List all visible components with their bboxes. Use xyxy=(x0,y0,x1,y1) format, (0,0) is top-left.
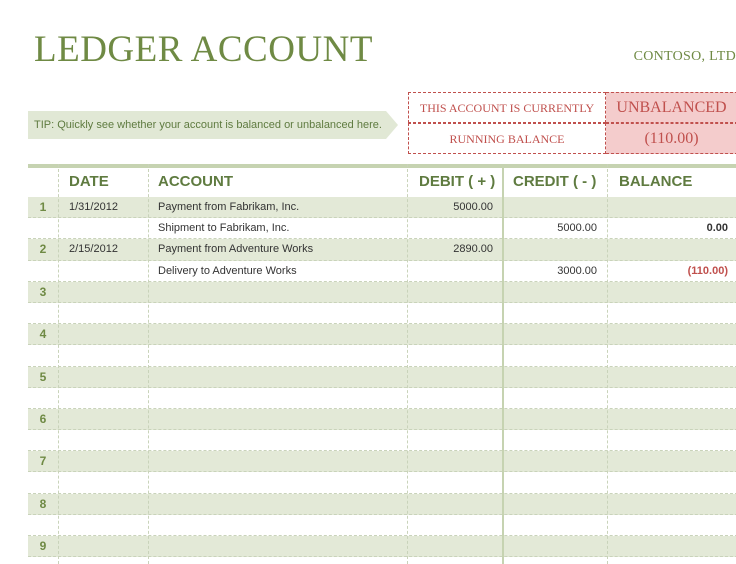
table-row xyxy=(28,261,736,282)
debit-cell[interactable] xyxy=(407,451,503,471)
debit-cell[interactable] xyxy=(407,345,503,365)
table-row xyxy=(28,430,736,451)
row-number[interactable]: 6 xyxy=(39,411,47,426)
row-number[interactable] xyxy=(28,261,58,281)
balance-cell[interactable] xyxy=(607,367,736,387)
row-number[interactable] xyxy=(28,515,58,535)
account-cell[interactable]: Delivery to Adventure Works xyxy=(158,264,297,277)
date-cell[interactable] xyxy=(58,303,148,323)
debit-cell[interactable] xyxy=(407,303,503,323)
balance-cell[interactable] xyxy=(607,494,736,514)
account-cell[interactable] xyxy=(148,388,407,408)
ledger-body xyxy=(28,197,736,557)
date-cell[interactable] xyxy=(58,494,148,514)
date-cell[interactable] xyxy=(58,367,148,387)
ledger-table xyxy=(28,164,736,557)
credit-cell[interactable] xyxy=(503,282,607,302)
credit-cell[interactable]: 5000.00 xyxy=(557,222,597,235)
debit-cell[interactable] xyxy=(407,367,503,387)
account-cell[interactable] xyxy=(148,515,407,535)
row-number[interactable]: 4 xyxy=(39,327,47,342)
balance-cell[interactable] xyxy=(607,197,736,217)
credit-cell[interactable] xyxy=(503,367,607,387)
balance-cell[interactable]: 0.00 xyxy=(706,222,728,235)
date-cell[interactable] xyxy=(58,409,148,429)
header-account[interactable]: ACCOUNT xyxy=(158,173,233,190)
date-cell[interactable] xyxy=(58,324,148,344)
header-credit[interactable]: CREDIT ( - ) xyxy=(513,173,597,190)
current-status-value[interactable]: UNBALANCED xyxy=(606,92,736,123)
table-row xyxy=(28,282,736,303)
table-row xyxy=(28,494,736,515)
row-number[interactable]: 1 xyxy=(39,200,47,214)
date-cell[interactable] xyxy=(58,261,148,281)
row-number[interactable]: 5 xyxy=(39,369,47,384)
row-number[interactable]: 7 xyxy=(39,454,47,469)
credit-cell[interactable] xyxy=(503,472,607,492)
row-number[interactable]: 9 xyxy=(39,539,47,553)
row-number[interactable] xyxy=(28,345,58,365)
debit-cell[interactable] xyxy=(407,282,503,302)
header-balance[interactable]: BALANCE xyxy=(619,173,693,190)
running-balance-row xyxy=(408,123,736,154)
table-row xyxy=(28,367,736,388)
table-row xyxy=(28,303,736,324)
row-number[interactable]: 3 xyxy=(39,284,47,299)
column-divider xyxy=(607,164,608,564)
debit-cell[interactable] xyxy=(407,515,503,535)
balance-cell[interactable] xyxy=(607,303,736,323)
row-number[interactable]: 2 xyxy=(39,242,47,257)
credit-cell[interactable] xyxy=(503,430,607,450)
balance-cell[interactable] xyxy=(607,515,736,535)
credit-cell[interactable] xyxy=(503,197,607,217)
balance-cell[interactable] xyxy=(607,451,736,471)
balance-cell[interactable] xyxy=(607,324,736,344)
account-cell[interactable] xyxy=(148,451,407,471)
account-cell[interactable] xyxy=(148,536,407,556)
account-status-panel xyxy=(408,92,736,156)
account-cell[interactable] xyxy=(148,367,407,387)
credit-cell[interactable] xyxy=(503,515,607,535)
account-cell[interactable]: Payment from Fabrikam, Inc. xyxy=(158,201,300,213)
account-cell[interactable] xyxy=(148,345,407,365)
debit-cell[interactable] xyxy=(407,218,503,238)
table-row xyxy=(28,239,736,260)
row-number[interactable]: 8 xyxy=(39,496,47,511)
balance-cell[interactable] xyxy=(607,472,736,492)
debit-cell[interactable] xyxy=(407,409,503,429)
table-row xyxy=(28,472,736,493)
debit-cell[interactable] xyxy=(407,324,503,344)
credit-cell[interactable] xyxy=(503,536,607,556)
debit-cell[interactable] xyxy=(407,430,503,450)
account-cell[interactable] xyxy=(148,303,407,323)
credit-cell[interactable] xyxy=(503,494,607,514)
date-cell[interactable] xyxy=(58,345,148,365)
debit-cell[interactable]: 2890.00 xyxy=(453,243,493,256)
debit-cell[interactable] xyxy=(407,494,503,514)
debit-cell[interactable] xyxy=(407,472,503,492)
date-cell[interactable] xyxy=(58,451,148,471)
table-row xyxy=(28,324,736,345)
table-row xyxy=(28,409,736,430)
account-cell[interactable] xyxy=(148,409,407,429)
current-status-label: THIS ACCOUNT IS CURRENTLY xyxy=(408,92,606,123)
table-row xyxy=(28,218,736,239)
header-rownum xyxy=(28,168,58,197)
date-cell[interactable]: 2/15/2012 xyxy=(69,243,118,256)
balance-cell[interactable] xyxy=(607,388,736,408)
table-row xyxy=(28,197,736,218)
balance-cell[interactable] xyxy=(607,409,736,429)
debit-cell[interactable] xyxy=(407,261,503,281)
credit-cell[interactable] xyxy=(503,324,607,344)
date-cell[interactable] xyxy=(58,515,148,535)
table-row xyxy=(28,345,736,366)
date-cell[interactable] xyxy=(58,430,148,450)
page-title: LEDGER ACCOUNT xyxy=(34,29,373,70)
balance-cell[interactable] xyxy=(607,282,736,302)
credit-cell[interactable] xyxy=(503,239,607,259)
column-divider xyxy=(58,164,59,564)
account-cell[interactable] xyxy=(148,494,407,514)
account-cell[interactable]: Shipment to Fabrikam, Inc. xyxy=(158,222,290,235)
credit-cell[interactable] xyxy=(503,303,607,323)
tip-banner: TIP: Quickly see whether your account is balanced or unbalanced here. xyxy=(28,111,386,139)
credit-cell[interactable] xyxy=(503,388,607,408)
row-number[interactable] xyxy=(28,303,58,323)
table-row xyxy=(28,536,736,557)
date-cell[interactable] xyxy=(58,472,148,492)
table-row xyxy=(28,451,736,472)
column-divider xyxy=(148,164,149,564)
debit-cell[interactable]: 5000.00 xyxy=(453,201,493,213)
current-status-row xyxy=(408,92,736,123)
account-cell[interactable] xyxy=(148,430,407,450)
credit-cell[interactable] xyxy=(503,345,607,365)
row-number[interactable] xyxy=(28,430,58,450)
balance-cell[interactable] xyxy=(607,345,736,365)
credit-cell[interactable] xyxy=(503,409,607,429)
running-balance-label: RUNNING BALANCE xyxy=(408,123,606,154)
table-row xyxy=(28,388,736,409)
account-cell[interactable] xyxy=(148,324,407,344)
row-number[interactable] xyxy=(28,218,58,238)
account-cell[interactable]: Payment from Adventure Works xyxy=(158,243,314,256)
account-cell[interactable] xyxy=(148,282,407,302)
date-cell[interactable] xyxy=(58,388,148,408)
date-cell[interactable] xyxy=(58,536,148,556)
column-divider xyxy=(407,164,408,564)
running-balance-value[interactable]: (110.00) xyxy=(606,123,736,154)
table-row xyxy=(28,515,736,536)
company-name: CONTOSO, LTD xyxy=(633,49,736,64)
credit-cell[interactable] xyxy=(503,451,607,471)
debit-cell[interactable] xyxy=(407,536,503,556)
credit-cell[interactable]: 3000.00 xyxy=(557,264,597,277)
header-date[interactable]: DATE xyxy=(69,173,109,190)
tip-arrow xyxy=(386,111,398,139)
date-cell[interactable]: 1/31/2012 xyxy=(69,201,118,213)
debit-cell[interactable] xyxy=(407,388,503,408)
date-cell[interactable] xyxy=(58,218,148,238)
date-cell[interactable] xyxy=(58,282,148,302)
row-number[interactable] xyxy=(28,472,58,492)
debit-credit-divider xyxy=(502,164,504,564)
row-number[interactable] xyxy=(28,388,58,408)
balance-cell[interactable] xyxy=(607,430,736,450)
account-cell[interactable] xyxy=(148,472,407,492)
balance-cell[interactable]: (110.00) xyxy=(687,264,728,277)
header-debit[interactable]: DEBIT ( + ) xyxy=(419,173,496,190)
balance-cell[interactable] xyxy=(607,239,736,259)
ledger-header-row xyxy=(28,164,736,197)
balance-cell[interactable] xyxy=(607,536,736,556)
